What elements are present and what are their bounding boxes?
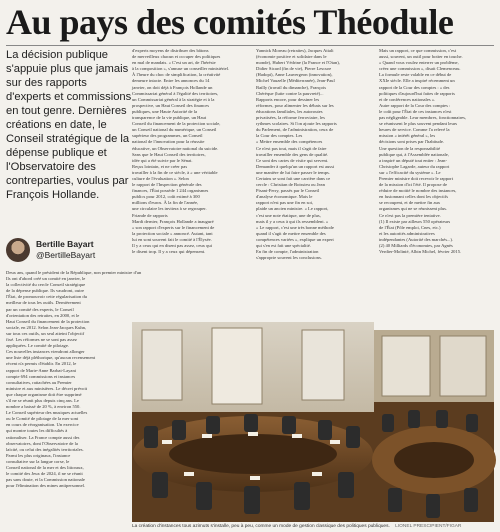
body-text-line: Autre rapport de la Cour des comptes :	[379, 102, 451, 108]
body-text-line: « Quand vous voulez enterrer un problème,	[379, 60, 459, 66]
body-text-line: la Cour des comptes. Les	[256, 133, 303, 139]
body-text-line: observatoires, dont l'Observatoire de la	[6, 440, 78, 446]
body-text-line: s'approprie souvent les conclusions.	[256, 255, 322, 261]
body-text-line: Deux ans, quand le président de la République, non premier ministre d'un	[6, 270, 142, 275]
body-text-line: à la composition », s'amuse un conseiller ministériel.	[132, 66, 230, 72]
body-text-line: se recoupent, et de mettre fin aux	[379, 200, 441, 206]
body-text-line: et les autorités administratives	[379, 230, 435, 236]
body-text-line: en cours de réorganisation. Un exercice	[6, 422, 79, 428]
body-text-line: Il y a ceux qui en disent pas assez, ceux qui	[132, 243, 212, 248]
body-text-line: cercle : Christian de Boissieu ou Jean	[256, 182, 325, 188]
body-text-line: indépendantes (Autorité des marchés...).	[379, 236, 454, 242]
body-text-line: décisions sont prises par l'habitude.	[379, 139, 445, 145]
body-text-line: Conseil national de la mer et des littoraux,	[6, 465, 84, 470]
photo-credit: LIONEL PRESCIPIENT/FIGAR	[395, 524, 462, 529]
body-text-line: s'il ne se réunit plus depuis cinq ans. Le	[6, 397, 79, 403]
body-text-line: réformes, pour alimenter les débats sur les	[256, 102, 334, 108]
body-text-line: ou le Comité de pilotage de la mer sont	[6, 416, 79, 422]
body-text-line: mission « intérêt général », les	[379, 133, 436, 139]
body-text-line: « Le rapport, c'est une très bonne méthode	[256, 224, 334, 230]
body-text-line: par un comité des experts, le Conseil	[6, 306, 74, 312]
body-text-line: le comité des Jeux de 2024, il ne se réunit	[6, 471, 83, 477]
body-text-line: meilleur de tous les outils. Dernièrement	[6, 300, 81, 306]
body-column-3	[256, 48, 373, 316]
author-handle: @BertilleBayart	[36, 250, 96, 260]
body-text-line: réduire de moitié le nombre des instances,	[379, 188, 457, 194]
meeting-room-illustration	[132, 322, 374, 522]
body-column-2	[132, 48, 249, 316]
body-text-line: Ce n'est pas la première tentative.	[379, 212, 441, 218]
body-text-line: la collectivité du cercle Conseil stratégique	[6, 282, 86, 288]
body-text-line: Premier ministre doit recevoir le rapport	[379, 175, 454, 181]
body-text-line: récent n'a permis d'établir. En 2012, le	[6, 361, 77, 367]
body-text-line: Certains se sont fait une carrière dans ce	[256, 175, 331, 181]
body-text-line: en mal de mandats. « C'est un art, de l'hérésie	[132, 60, 216, 66]
photo-caption	[132, 522, 494, 532]
body-text-line: rapport n'est pas une fin en soi,	[256, 200, 314, 206]
body-text-line: d'orientation des retraites, en 2000, et le	[6, 312, 80, 318]
headline-rule	[6, 45, 494, 46]
body-text-line: Parmi les plus originaux, l'instance	[6, 452, 71, 458]
body-text-line: lui en sont souvent fait le comité à l'Élysée.	[132, 236, 212, 242]
body-text-line: consultative sur la langue corse, le	[6, 458, 70, 464]
body-text-line: et de conférences nationales ».	[379, 96, 436, 102]
body-text-line: du Parlement, de l'administration, ceux de	[256, 127, 334, 133]
body-text-line: qui s'en est fait une spécialité.	[256, 243, 311, 248]
body-text-line: d'analyse économique. Mais le	[256, 194, 313, 200]
body-text-line: que chaque organisme doit être supprimé	[6, 391, 82, 397]
body-text-line: le coût pour l'État de ces instances n'est	[379, 108, 452, 114]
body-text-line: ministre et aux ministères. Le décret prévoit	[6, 385, 88, 391]
body-text-line: mais il y a ceux à qui ils ressemblent. »	[256, 218, 329, 224]
body-text-line: Sans que le Haut Conseil des territoires,	[132, 151, 206, 157]
body-text-line: Ces nouvelles instances viendront allonger	[6, 349, 85, 355]
body-text-line: (Hadopi), Anne Lauvergeon (innovation),	[256, 72, 333, 78]
body-text-line: Demander à quelqu'un un rapport est aussi	[256, 163, 335, 169]
body-text-line: sociale, en 2012. Selon Jean-Jacques Kuhn,	[6, 324, 87, 330]
body-text-line: Pisani-Ferry, passés par le Conseil	[256, 188, 320, 194]
body-text-line: quand il s'agit de mettre ensemble des	[256, 230, 326, 236]
body-text-line: janvier, on doit déjà à François Hollande un	[132, 84, 213, 90]
body-text-line: Ce n'est pas tout, mais il s'agit de faire	[256, 145, 327, 151]
body-text-line: (2) 40 Milliards d'économies, par Agnès	[379, 243, 453, 248]
body-text-line: appliquées. Le comité de pilotage.	[6, 343, 70, 349]
body-text-line: compétences variées », explique un expert	[256, 236, 334, 242]
article-lead: La décision publique s'appuie plus que jamais sur des rapports d'experts et commissions en tout genre. Dernières créations en date, le Conseil stratégique de la dépense publique et l'Observatoire des contreparties, voulus par François Hollande.	[6, 49, 132, 201]
body-text-line: Mardi dernier, François Hollande a inauguré	[132, 218, 214, 224]
caption-text: La création d'instances tous azimuts s'installe, peu à peu, comme un mode de gestion classique des politiques publiques.	[132, 524, 390, 529]
author-name: Bertille Bayart	[36, 239, 94, 249]
body-text-line: idée qui a été suivie par le Sénat.	[132, 157, 193, 163]
body-text-line: consultatives, rattachées au Premier	[6, 379, 72, 385]
body-text-line: Rapports encore, pour dessiner les	[256, 96, 320, 102]
meeting-room-detail-illustration	[374, 330, 494, 522]
body-text-line: a inspiré un député tout entier : Jean-	[379, 157, 447, 163]
body-text-line: millions d'euros. À la fin de l'année,	[132, 200, 199, 206]
body-text-line: Haut Conseil du financement de la protection	[6, 318, 90, 324]
body-text-line: À l'heure du choc de simplification, la créativité	[132, 72, 221, 78]
body-text-line: pour l'élimination des mines antipersonnel.	[6, 483, 86, 489]
body-text-line: de la dépense publique. Ils vaudront, outre	[6, 288, 85, 294]
body-text-line: le disent trop. Il y a ceux qui dépensent.	[132, 249, 206, 255]
body-text-line: qui montre toutes les difficultés à	[6, 428, 68, 434]
article-photo	[132, 322, 374, 522]
body-text-line: publics pour 2012, coût estimé à 300	[132, 194, 200, 200]
body-text-line: d'experts moyens de distribuer des bâtons	[132, 48, 209, 53]
body-text-line: une circulaire les invitera à se regrouper.	[132, 206, 207, 212]
body-text-line: publique qui, à l'Assemblée nationale,	[379, 151, 449, 157]
body-text-line: Ce sont des cartes de visite qui servent.	[256, 157, 329, 163]
body-text-line: travailler ensemble des gens de qualité.	[256, 151, 329, 157]
body-text-line: Reçus lointain, et ne créer pas	[132, 163, 188, 169]
body-text-line: Conseil du financement de la protection sociale,	[132, 121, 221, 127]
body-text-line: rapport de Marie-Anne Barbat-Layani	[6, 367, 77, 373]
body-text-line: éducations familiales, les autoroutes	[256, 108, 323, 114]
body-text-line: politiques d'aujourd'hui faites de rapports	[379, 90, 455, 96]
body-text-line: c'est une note étatique, une de plus,	[256, 212, 321, 218]
body-column-1	[6, 270, 142, 528]
body-text-line: XXIe siècle. Elle a inspiré récemment un	[379, 78, 455, 84]
body-column-4	[379, 48, 495, 326]
body-text-line: en fusionnant celles dont les objectifs	[379, 194, 449, 200]
body-text-line: organismes qui ne se réunissent plus.	[379, 206, 448, 212]
body-text-line: (1) Il existe par ailleurs 550 opérateurs	[379, 218, 451, 224]
body-text-line: travailler à la fin de ce siècle, à « une véritable	[132, 169, 218, 175]
body-text-line: « son rapport d'experts sur le financement de	[132, 224, 215, 230]
body-text-line: éducative, un Observatoire national du suicide.	[132, 145, 219, 151]
body-text-line: « Mettre ensemble des compétences	[256, 139, 323, 145]
body-text-line: laïcité, ou celui des inégalités territoriales.	[6, 446, 84, 452]
body-text-line: une manière de lui faire passer le temps.	[256, 169, 330, 175]
body-text-line: Friande de rapports	[132, 212, 168, 218]
body-text-line: Verdier-Molinié, Albin Michel, février 2015.	[379, 249, 462, 255]
body-text-line: fixé. Les réformes ne se sont pas assez	[6, 337, 77, 343]
author-info	[36, 239, 95, 261]
body-text-line: Une question de la responsabilité	[379, 145, 440, 151]
author-avatar	[6, 238, 30, 262]
body-text-line: culture de l'évaluation ». Selon	[132, 175, 189, 181]
body-text-line: Didier Sicard (fin de vie), Pierre Lescure	[256, 66, 332, 72]
body-text-line: Le Conseil supérieur des musiques actuelles	[6, 410, 88, 416]
body-text-line: pas sans doute, et la Commission nationale	[6, 477, 85, 483]
body-text-line: rythmes scolaires. Si l'on ajoute les rapports	[256, 121, 337, 127]
body-text-line: Ils ont d'abord créé un comité en janvier, le	[6, 276, 86, 282]
body-text-line: heures de service. Comme l'a relevé la	[379, 127, 450, 133]
body-text-line: plaide un ancien ministre. « Le rapport,	[256, 206, 329, 212]
body-text-line: (économie positive et solidaire dans le	[256, 54, 327, 60]
byline	[6, 238, 126, 264]
body-text-line: un Conseil national du numérique, un Conseil	[132, 127, 217, 133]
body-text-line: pas négligeable. Leur membres, fonctionnaires,	[379, 115, 467, 121]
body-text-line: La formule reste valable en ce début de	[379, 72, 452, 78]
body-text-line: finances, l'État possède 1 244 organismes	[132, 188, 209, 194]
body-text-line: de merveilleux chacun et occuper des politiques	[132, 54, 221, 60]
body-text-line: Michel Vauzelle (Méditerranée), Jean-Paul	[256, 78, 335, 84]
body-text-line: Bailly (travail du dimanche), François	[256, 84, 327, 90]
body-text-line: national de l'innovation pour la réussite	[132, 139, 205, 145]
body-text-line: Christophe Lagarde, auteur du rapport	[379, 163, 450, 169]
body-text-line: Mais un rapport, ce que commission, c'est	[379, 48, 457, 53]
body-text-line: En fin de compte, l'administration	[256, 249, 319, 255]
body-text-line: aussi, souvent, un outil pour botter en touche.	[379, 54, 463, 60]
body-text-line: Chérèque (lutte contre la pauvreté)...	[256, 90, 324, 96]
body-text-line: demeure intacte. Entre les annonces du 14	[132, 78, 210, 84]
body-text-line: une liste déjà pléthorique, qu'aucun recensement	[6, 355, 96, 361]
body-text-line: créez une commission », disait Clemenceau.	[379, 66, 461, 72]
body-text-line: Commissariat général à l'égalité des territoires,	[132, 90, 219, 96]
body-text-line: un Commissariat général à la stratégie et à la	[132, 96, 215, 102]
body-text-line: le rapport de l'Inspection générale des	[132, 182, 202, 188]
body-text-line: rapport de la Cour des comptes : « des	[379, 84, 450, 90]
body-text-line: sur « l'efficacité du système ». Le	[379, 169, 441, 175]
article-photo-2	[374, 330, 494, 522]
body-text-line: de la mission d'ici l'été. Il propose de	[379, 182, 447, 188]
body-text-line: rationaliser. La France compte aussi des	[6, 434, 80, 440]
body-text-line: Yannick Moreau (retraites), Jacques Attali	[256, 48, 334, 53]
body-text-line: privatisées, la réforme ferroviaire, les	[256, 115, 325, 121]
body-text-line: l'État, de promouvoir cette régularisation du	[6, 294, 87, 300]
body-text-line: monde), Hubert Védrine (la France et l'Otan),	[256, 60, 340, 66]
body-text-line: nombre a baissé de 20 %, à environ 550.	[6, 404, 81, 410]
body-text-line: la protection sociale » annoncé. Autant, tant	[132, 230, 213, 236]
body-text-line: prospective, un Haut Conseil des finances	[132, 102, 210, 108]
article-headline: Au pays des comités Théodule	[6, 2, 454, 42]
body-text-line: publiques, une Haute Autorité de la	[132, 108, 198, 114]
body-text-line: supérieur des programmes, un Conseil	[132, 133, 203, 139]
body-text-line: sur tous ces outils, un seul atteint l'objectif	[6, 330, 85, 336]
body-text-line: compte 694 commissions et instances	[6, 373, 76, 379]
body-text-line: transparence de la vie publique, un Haut	[132, 115, 207, 121]
body-text-line: se réunissent le plus souvent pendant leurs	[379, 121, 458, 127]
body-text-line: de l'État (Pôle emploi, Cnes, etc.)	[379, 224, 441, 230]
